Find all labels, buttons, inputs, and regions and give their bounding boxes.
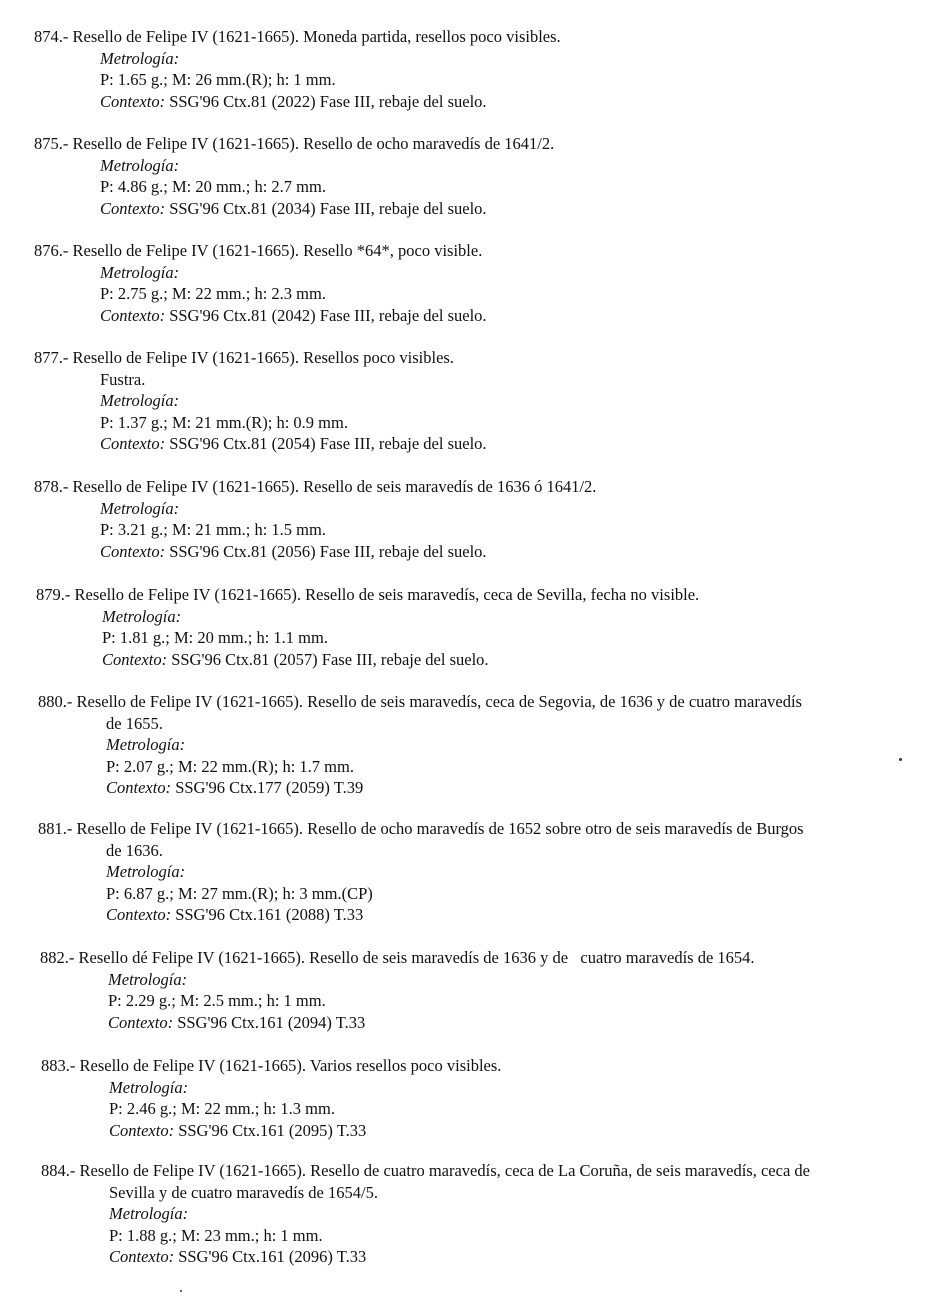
entry-heading	[34, 240, 894, 262]
catalog-entry-881	[38, 818, 898, 926]
entry-heading	[34, 476, 894, 498]
entry-title: Resello de Felipe IV (1621-1665). Resello de ocho maravedís de 1652 sobre otro de seis maravedís de Burgos	[76, 819, 804, 838]
context-value: SSG'96 Ctx.81 (2042) Fase III, rebaje del suelo.	[169, 305, 487, 325]
entry-title: Resello de Felipe IV (1621-1665). Resello de seis maravedís, ceca de Segovia, de 1636 y de cuatro maravedís	[76, 692, 802, 711]
metrology-values: P: 1.81 g.; M: 20 mm.; h: 1.1 mm.	[102, 628, 328, 647]
context-label: Contexto:	[100, 198, 166, 218]
context-line	[34, 433, 894, 455]
entry-number: 879.-	[36, 585, 71, 604]
context-label: Contexto:	[109, 1120, 175, 1140]
entry-heading	[38, 818, 898, 840]
catalog-entry-883	[41, 1055, 901, 1141]
metrology-values: P: 6.87 g.; M: 27 mm.(R); h: 3 mm.(CP)	[106, 883, 373, 903]
context-value: SSG'96 Ctx.81 (2056) Fase III, rebaje del suelo.	[169, 541, 487, 561]
context-value: SSG'96 Ctx.81 (2057) Fase III, rebaje del suelo.	[171, 649, 489, 669]
entry-title: Resello de Felipe IV (1621-1665). Resello de seis maravedís, ceca de Sevilla, fecha no visible.	[74, 585, 700, 604]
metrology-label: Metrología:	[100, 391, 180, 410]
context-line	[36, 649, 896, 671]
context-line	[34, 198, 894, 220]
metrology-values: P: 2.29 g.; M: 2.5 mm.; h: 1 mm.	[108, 991, 326, 1010]
entry-number: 882.-	[40, 948, 75, 967]
entry-number: 883.-	[41, 1056, 76, 1075]
metrology-label: Metrología:	[109, 1204, 189, 1223]
entry-number: 878.-	[34, 477, 69, 496]
entry-heading	[41, 1160, 901, 1182]
context-label: Contexto:	[100, 91, 166, 111]
context-value: SSG'96 Ctx.161 (2094) T.33	[177, 1012, 366, 1032]
scan-speck	[899, 758, 902, 761]
context-line	[34, 541, 894, 563]
catalog-entry-880	[38, 691, 898, 799]
context-line	[38, 904, 898, 926]
entry-title: Resello de Felipe IV (1621-1665). Resello de cuatro maravedís, ceca de La Coruña, de seis maravedís, ceca de	[79, 1161, 810, 1180]
entry-heading	[34, 347, 894, 369]
context-value: SSG'96 Ctx.177 (2059) T.39	[175, 778, 364, 797]
metrology-values: P: 1.88 g.; M: 23 mm.; h: 1 mm.	[109, 1225, 323, 1245]
entry-title: Resello de Felipe IV (1621-1665). Resellos poco visibles.	[72, 348, 454, 367]
metrology-label: Metrología:	[100, 155, 180, 175]
entry-number: 876.-	[34, 241, 69, 260]
context-line	[41, 1246, 901, 1268]
metrology-values: P: 2.07 g.; M: 22 mm.(R); h: 1.7 mm.	[106, 756, 354, 776]
metrology-values: P: 3.21 g.; M: 21 mm.; h: 1.5 mm.	[100, 520, 326, 539]
metrology-label: Metrología:	[100, 498, 180, 518]
metrology-label: Metrología:	[100, 48, 180, 68]
context-value: SSG'96 Ctx.81 (2022) Fase III, rebaje del suelo.	[169, 91, 487, 111]
entry-title: Resello de Felipe IV (1621-1665). Resello de ocho maravedís de 1641/2.	[72, 134, 555, 153]
entry-title: Resello dé Felipe IV (1621-1665). Resello de seis maravedís de 1636 y de cuatro maravedís de 1654.	[78, 948, 755, 967]
entry-heading	[34, 26, 894, 48]
entry-number: 877.-	[34, 348, 69, 367]
metrology-values: P: 2.75 g.; M: 22 mm.; h: 2.3 mm.	[100, 284, 326, 303]
entry-number: 880.-	[38, 692, 73, 711]
metrology-values: P: 1.37 g.; M: 21 mm.(R); h: 0.9 mm.	[100, 412, 348, 432]
metrology-values: P: 2.46 g.; M: 22 mm.; h: 1.3 mm.	[109, 1099, 335, 1118]
catalog-entry-878	[34, 476, 894, 562]
entry-title: Resello de Felipe IV (1621-1665). Moneda partida, resellos poco visibles.	[72, 27, 561, 46]
entry-heading	[40, 947, 900, 969]
catalog-entry-884	[41, 1160, 901, 1268]
context-value: SSG'96 Ctx.81 (2034) Fase III, rebaje del suelo.	[169, 198, 487, 218]
catalog-entry-877	[34, 347, 894, 455]
entry-number: 881.-	[38, 819, 73, 838]
context-line	[38, 777, 898, 799]
catalog-entry-874	[34, 26, 894, 112]
entry-title-continuation: de 1655.	[106, 713, 163, 733]
entry-heading	[36, 584, 896, 606]
context-value: SSG'96 Ctx.161 (2088) T.33	[175, 905, 364, 924]
metrology-label: Metrología:	[100, 262, 180, 282]
context-label: Contexto:	[100, 305, 166, 325]
context-label: Contexto:	[102, 649, 168, 669]
entry-title-continuation: de 1636.	[106, 840, 163, 860]
entry-number: 884.-	[41, 1161, 76, 1180]
entry-title-continuation: Sevilla y de cuatro maravedís de 1654/5.	[109, 1182, 378, 1202]
context-line	[41, 1120, 901, 1142]
entry-number: 874.-	[34, 27, 69, 46]
context-label: Contexto:	[108, 1012, 174, 1032]
context-value: SSG'96 Ctx.161 (2096) T.33	[178, 1247, 367, 1266]
scan-speck	[180, 1290, 182, 1292]
entry-title: Resello de Felipe IV (1621-1665). Varios resellos poco visibles.	[79, 1056, 502, 1075]
metrology-label: Metrología:	[102, 606, 182, 626]
metrology-label: Metrología:	[106, 862, 186, 881]
context-value: SSG'96 Ctx.81 (2054) Fase III, rebaje del suelo.	[169, 434, 487, 453]
entry-title: Resello de Felipe IV (1621-1665). Resello de seis maravedís de 1636 ó 1641/2.	[72, 477, 597, 496]
catalog-entry-882	[40, 947, 900, 1033]
context-line	[34, 305, 894, 327]
metrology-label: Metrología:	[109, 1077, 189, 1097]
context-value: SSG'96 Ctx.161 (2095) T.33	[178, 1120, 367, 1140]
context-line	[34, 91, 894, 113]
context-label: Contexto:	[106, 778, 172, 797]
entry-heading	[41, 1055, 901, 1077]
context-label: Contexto:	[100, 541, 166, 561]
context-label: Contexto:	[109, 1247, 175, 1266]
metrology-values: P: 4.86 g.; M: 20 mm.; h: 2.7 mm.	[100, 177, 326, 196]
context-label: Contexto:	[100, 434, 166, 453]
catalog-entry-879	[36, 584, 896, 670]
metrology-values: P: 1.65 g.; M: 26 mm.(R); h: 1 mm.	[100, 70, 336, 89]
entry-number: 875.-	[34, 134, 69, 153]
entry-heading	[38, 691, 898, 713]
metrology-label: Metrología:	[108, 969, 188, 989]
entry-heading	[34, 133, 894, 155]
entry-note: Fustra.	[100, 369, 146, 389]
catalog-entry-875	[34, 133, 894, 219]
context-label: Contexto:	[106, 905, 172, 924]
context-line	[40, 1012, 900, 1034]
entry-title: Resello de Felipe IV (1621-1665). Resello *64*, poco visible.	[72, 241, 483, 260]
metrology-label: Metrología:	[106, 735, 186, 754]
catalog-entry-876	[34, 240, 894, 326]
